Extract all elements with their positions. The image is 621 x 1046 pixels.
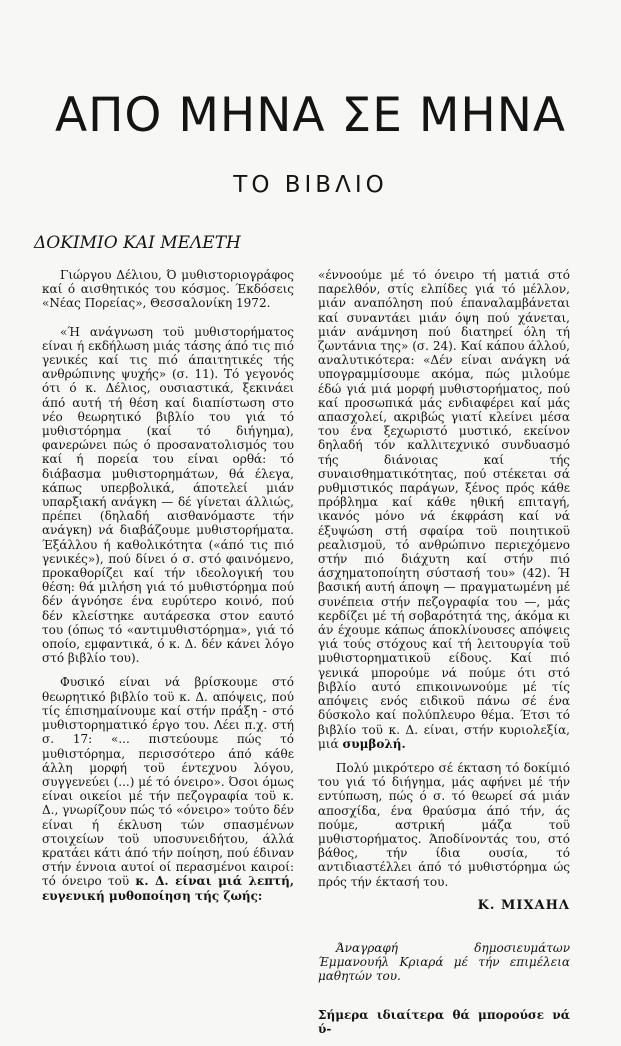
paragraph-2-bold: κ. Δ. είναι μιά λεπτή, ευγενική μυθοποίηση τής ζωής: <box>42 874 294 903</box>
signature: Κ. ΜΙΧΑΗΛ <box>477 897 570 913</box>
paragraph-2-bold-end: συμβολή. <box>342 736 406 751</box>
article-paragraph-2-start <box>42 675 294 902</box>
section-heading: ΔΟΚΙΜΙΟ ΚΑΙ ΜΕΛΕΤΗ <box>34 233 241 253</box>
notice-line: Άναγραφή δημοσιευμάτων Έμμανουήλ Κριαρά μέ τήν επιμέλεια μαθητών του. <box>318 940 570 984</box>
article-paragraph-2-cont <box>318 268 570 751</box>
left-column <box>42 268 294 913</box>
page-title: ΑΠΟ ΜΗΝΑ ΣΕ ΜΗΝΑ <box>54 88 567 143</box>
article-paragraph-1: «Ή ανάγνωση τοϋ μυθιστορήματος είναι ή εκδήλωση μιάς τάσης άπό τις πιό γενικές καί τις πιό άπαιτητικές τής ανθρώπινης ψυχής» (σ. 11). Τό γεγονός ότι ό κ. Δέλιος, ουσιαστικά, ξεκινάει άπό αυτή τή θέση καί διαπίστωση στο νέο θεωρητικό βιβλίο του γιά τό μυθιστόρημα (καί τό διήγημα), φανερώνει πώς ό προσανατολισμός του καί ή πορεία του είναι ορθά: τό διάβασμα μυθιστορημάτων, θά έλεγα, κάπως υπερβολικά, άποτελεί μιάν υπαρξιακή ανάγκη — δέ γίνεται άλλιώς, πρέπει (δηλαδή αισθανόμαστε τήν ανάγκη) νά διαβάζουμε μυθιστορήματα. Έξάλλου ή καθολικότητα («άπό τις πιό γενικές»), πού δίνει ό σ. στό φαινόμενο, προκαθορίζει καί τήν ιδεολογική του θέση: θά μιλήση γιά τό μυθιστόρημα πού δέν άγνόησε ένα ευρύτερο κοινό, πού δέν κλείστηκε αυτάρεσκα στον εαυτό του (όπως τό «αντιμυθιστόρημα», γιά τό οποίο, εμφαντικά, ό κ. Δ. δέν κάνει λόγο στό βιβλίο του). <box>42 324 294 666</box>
page-subtitle: ΤΟ ΒΙΒΛΙΟ <box>233 172 388 198</box>
right-column <box>318 268 570 1046</box>
paragraph-2-text: Φυσικό είναι νά βρίσκουμε στό θεωρητικό βιβλίο τοϋ κ. Δ. απόψεις, πού τίς έπισημαίνουμε καί στήν πράξη - στό μυθιστορηματικό έργο του. Λέει π.χ. στή σ. 17: «... πιστεύουμε πώς τό μυθιστόρημα, περισσότερο άπό κάθε άλλη μορφή τοϋ έντεχνου λόγου, συγγενεύει (...) μέ τό όνειρο». Όσοι όμως είναι οικείοι μέ τήν πεζογραφία τοϋ κ. Δ., γνωρίζουν πώς τό «όνειρο» τούτο δέν είναι ή έκλυση τών σπασμένων στοιχείων τοϋ υποσυνειδήτου, άλλά κρατάει κάτι άπό τήν ποίηση, πού έδιναν στήν έννοια αυτοί οί περασμένοι καιροί: τό όνειρο τοϋ <box>42 675 294 889</box>
book-reference: Γιώργου Δέλιου, Ό μυθιστοριογράφος καί ό αισθητικός του κόσμος. Έκδόσεις «Νέας Πορείας», Θεσσαλονίκη 1972. <box>42 268 294 311</box>
article-paragraph-3: Πολύ μικρότερο σέ έκταση τό δοκίμιό του γιά τό διήγημα, μάς αφήνει μέ τήν εντύπωση, πώς ό σ. τό θεωρεί σά μιάν αποσχίδα, ένα θραύσμα άπό τήν, άς πούμε, αστρική μάζα τοϋ μυθιστορήματος. Άποδίνοντάς του, στό βάθος, τήν ίδια ουσία, τό αντιδιαστέλλει άπό τό μυθιστόρημα ώς πρός τήν έκτασή του. <box>318 760 570 889</box>
closing-line: Σήμερα ιδιαίτερα θά μπορούσε νά ύ- <box>318 1007 570 1036</box>
paragraph-2-end: «έννοούμε μέ τό όνειρο τή ματιά στό παρελθόν, στίς ελπίδες γιά τό μέλλον, μιάν αναπόληση πού έπαναλαμβάνεται καί συναντάει μιάν όψη πού χάνεται, μιάν ανάμνηση πού διατηρεί όλη τή ζωντάνια της» (σ. 24). Καί κάπου άλλού, αναλυτικότερα: «Δέν είναι ανάγκη νά υπογραμμίσουμε ακόμα, πώς μιλούμε έδώ γιά μιά μορφή μυθιστορήματος, πού καί προσωπικά μάς ενδιαφέρει καί μάς απασχολεί, ακριβώς γιατί κλείνει μέσα του ένα ξεχωριστό μυστικό, εκείνον δηλαδή τόν καλλιτεχνικό συνδυασμό τής διάνοιας καί τής συναισθηματικότητας, πού στέκεται σά ρυθμιστικός παράγων, ξένος πρός κάθε πρόβλημα καί κάθε ηθική επιταγή, ικανός μόνο νά έκφράση καί νά έξυψώση στή σφαίρα τοϋ ποιητικοϋ ρεαλισμοϋ, τό ανθρώπινο περιεχόμενο στήν πιό διάχυτη καί στήν πιό άσχηματοποίητη σύστασή του» (42). Ή βασική αυτή άποψη — πραγματωμένη μέ συνέπεια στήν πεζογραφία του —, μάς κερδίζει μέ τή σοβαρότητά της, άκόμα κι άν έχουμε κάπως άποκλίνουσες απόψεις γιά τούς στόχους καί τή λειτουργία τοϋ μυθιστορηματικοϋ είδους. Καί πιό γενικά μπορούμε νά πούμε ότι στό βιβλίο αυτό επικοινωνούμε μέ τίς απόψεις ενός ειδικοϋ πάνω σέ ένα δύσκολο καί πολύπλευρο θέμα. Έτσι τό βιβλίο τοϋ κ. Δ. είναι, στήν κυριολεξία, μιά <box>318 268 570 751</box>
